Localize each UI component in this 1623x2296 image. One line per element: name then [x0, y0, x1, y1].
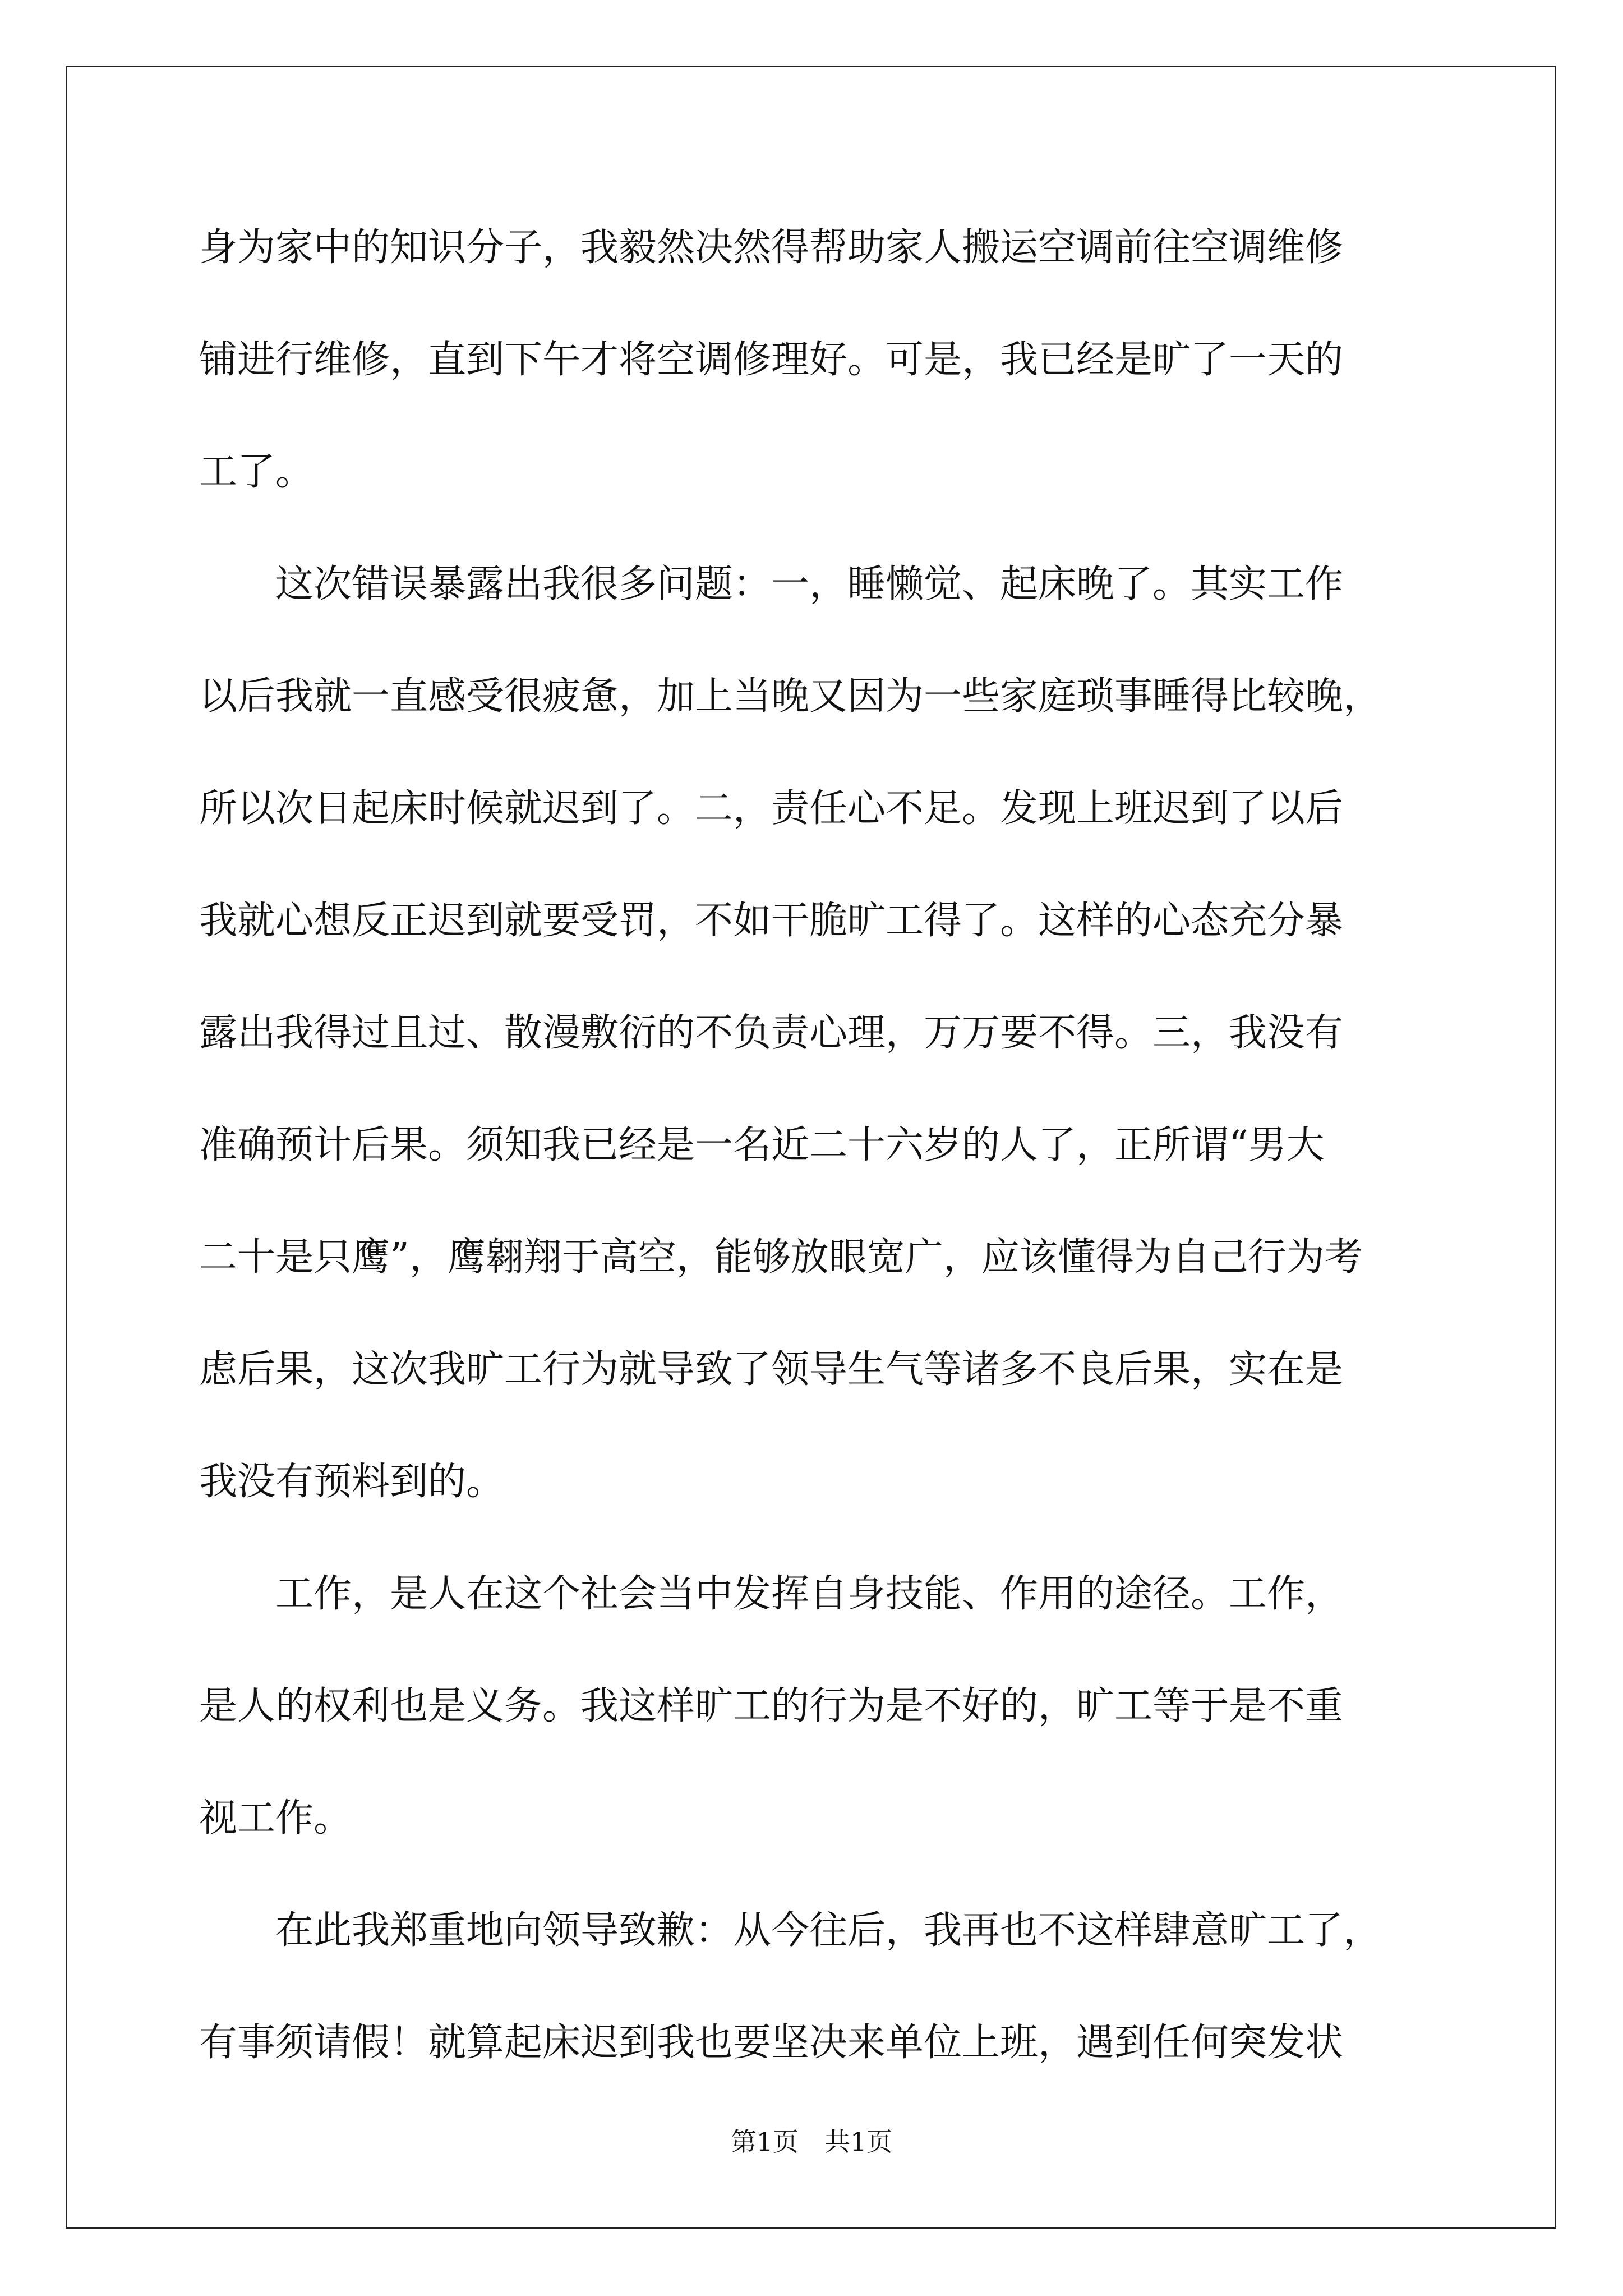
- text-line: 以后我就一直感受很疲惫，加上当晚又因为一些家庭琐事睡得比较晚，: [199, 674, 1382, 719]
- text-line: 露出我得过且过、散漫敷衍的不负责心理，万万要不得。三，我没有: [199, 1011, 1344, 1055]
- document-body: [199, 220, 1430, 2127]
- text-line: 工作，是人在这个社会当中发挥自身技能、作用的途径。工作，: [199, 1572, 1344, 1616]
- text-line: 所以次日起床时候就迟到了。二，责任心不足。发现上班迟到了以后: [199, 786, 1344, 831]
- text-line: 有事须请假！就算起床迟到我也要坚决来单位上班，遇到任何突发状: [199, 2021, 1344, 2065]
- text-line: 铺进行维修，直到下午才将空调修理好。可是，我已经是旷了一天的: [199, 338, 1344, 382]
- text-line: 在此我郑重地向领导致歉：从今往后，我再也不这样肆意旷工了，: [199, 1908, 1382, 1953]
- text-line: 二十是只鹰”，鹰翱翔于高空，能够放眼宽广，应该懂得为自己行为考: [199, 1235, 1363, 1280]
- text-line: 我没有预料到的。: [199, 1460, 505, 1504]
- text-line: 我就心想反正迟到就要受罚，不如干脆旷工得了。这样的心态充分暴: [199, 899, 1344, 943]
- text-line: 是人的权利也是义务。我这样旷工的行为是不好的，旷工等于是不重: [199, 1684, 1344, 1728]
- text-line: 虑后果，这次我旷工行为就导致了领导生气等诸多不良后果，实在是: [199, 1347, 1344, 1392]
- text-line: 准确预计后果。须知我已经是一名近二十六岁的人了，正所谓“男大: [199, 1123, 1325, 1167]
- text-line: 工了。: [199, 450, 314, 494]
- page-footer: 第1页 共1页: [730, 2127, 893, 2157]
- text-line: 身为家中的知识分子，我毅然决然得帮助家人搬运空调前往空调维修: [199, 226, 1344, 270]
- text-line: 视工作。: [199, 1796, 352, 1841]
- text-line: 这次错误暴露出我很多问题：一，睡懒觉、起床晚了。其实工作: [199, 562, 1344, 606]
